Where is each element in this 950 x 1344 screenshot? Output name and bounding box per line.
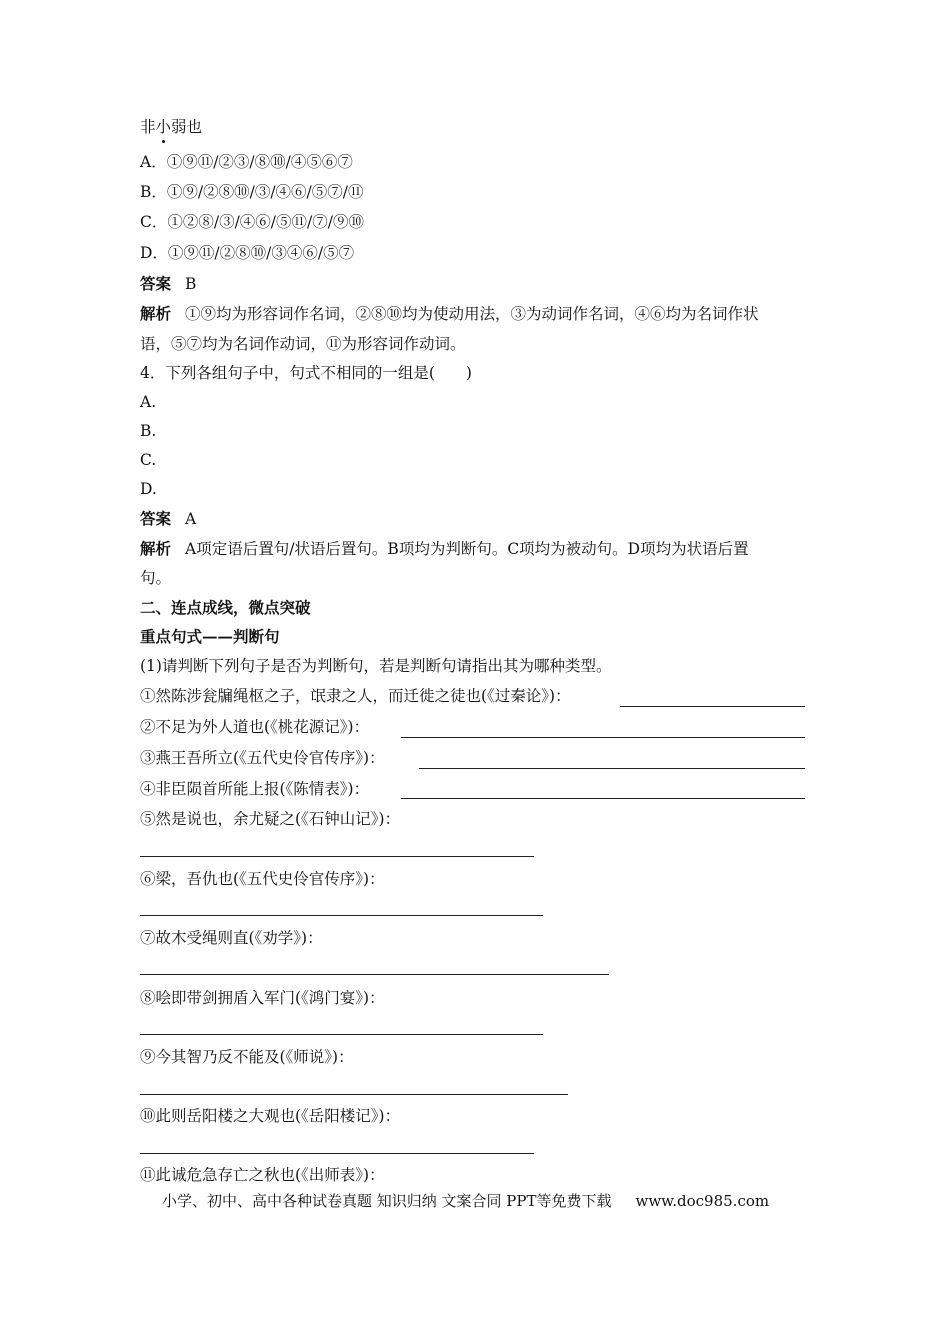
q4-answer	[140, 508, 196, 530]
analysis-text: ①⑨均为形容词作名词，②⑧⑩均为使动用法，③为动词作名词，④⑥均为名词作状	[185, 305, 759, 323]
analysis-label: 解析	[140, 304, 172, 323]
page-footer	[162, 1190, 769, 1211]
answer-label: 答案	[140, 509, 172, 528]
q3-answer	[140, 273, 196, 295]
q4-option-c: C.	[140, 451, 157, 469]
answer-blank-2[interactable]	[401, 737, 805, 738]
analysis-text: A项定语后置句/状语后置句。B项均为判断句。C项均为被动句。D项均为状语后置	[185, 540, 749, 558]
q3-option-d: D．①⑨⑪/②⑧⑩/③④⑥/⑤⑦	[140, 244, 355, 262]
item-9: ⑨今其智乃反不能及(《师说》)：	[140, 1048, 354, 1066]
q4-analysis	[140, 538, 749, 560]
answer-label: 答案	[140, 274, 172, 293]
answer-blank-10[interactable]	[140, 1153, 534, 1154]
q4-option-b: B.	[140, 422, 157, 440]
item-7: ⑦故木受绳则直(《劝学》)：	[140, 929, 323, 947]
answer-value: B	[185, 275, 197, 293]
q4-analysis-cont: 句。	[140, 569, 172, 587]
q4-option-a: A.	[140, 393, 157, 411]
q3-option-b: B．①⑨/②⑧⑩/③/④⑥/⑤⑦/⑪	[140, 183, 364, 201]
answer-blank-5[interactable]	[140, 856, 534, 857]
footer-text: 小学、初中、高中各种试卷真题 知识归纳 文案合同 PPT等免费下载	[162, 1192, 612, 1210]
item-4: ④非臣陨首所能上报(《陈情表》)：	[140, 780, 370, 798]
item-1: ①然陈涉瓮牖绳枢之子，氓隶之人，而迁徙之徒也(《过秦论》)：	[140, 687, 571, 705]
answer-blank-3[interactable]	[419, 768, 805, 769]
emphasis-dotted-char: 小	[155, 118, 172, 136]
sub-heading: 重点句式——判断句	[140, 627, 280, 646]
answer-blank-9[interactable]	[140, 1094, 568, 1095]
answer-blank-1[interactable]	[620, 706, 805, 707]
item-11: ⑪此诚危急存亡之秋也(《出师表》)：	[140, 1166, 385, 1184]
fragment-post: 弱也	[171, 118, 203, 136]
top-fragment	[140, 116, 202, 138]
answer-value: A	[185, 510, 197, 528]
instruction: (1)请判断下列句子是否为判断句，若是判断句请指出其为哪种类型。	[140, 657, 612, 675]
section-heading: 二、连点成线，微点突破	[140, 598, 311, 617]
item-8: ⑧哙即带剑拥盾入军门(《鸿门宴》)：	[140, 989, 385, 1007]
item-6: ⑥梁，吾仇也(《五代史伶官传序》)：	[140, 870, 385, 888]
answer-blank-4[interactable]	[401, 798, 805, 799]
q3-option-a: A．①⑨⑪/②③/⑧⑩/④⑤⑥⑦	[140, 153, 353, 171]
fragment-pre: 非	[140, 118, 156, 136]
item-2: ②不足为外人道也(《桃花源记》)：	[140, 718, 370, 736]
item-5: ⑤然是说也，余尤疑之(《石钟山记》)：	[140, 810, 401, 828]
q3-analysis-cont: 语，⑤⑦均为名词作动词，⑪为形容词作动词。	[140, 335, 466, 353]
analysis-label: 解析	[140, 539, 172, 558]
q4-option-d: D.	[140, 480, 157, 498]
q3-option-c: C．①②⑧/③/④⑥/⑤⑪/⑦/⑨⑩	[140, 213, 364, 231]
answer-blank-8[interactable]	[140, 1034, 543, 1035]
footer-site-link[interactable]: www.doc985.com	[635, 1192, 770, 1210]
item-3: ③燕王吾所立(《五代史伶官传序》)：	[140, 749, 385, 767]
answer-blank-6[interactable]	[140, 915, 543, 916]
answer-blank-7[interactable]	[140, 974, 609, 975]
q3-analysis	[140, 303, 759, 325]
q4-stem: 4．下列各组句子中，句式不相同的一组是( )	[140, 364, 472, 382]
item-10: ⑩此则岳阳楼之大观也(《岳阳楼记》)：	[140, 1107, 401, 1125]
